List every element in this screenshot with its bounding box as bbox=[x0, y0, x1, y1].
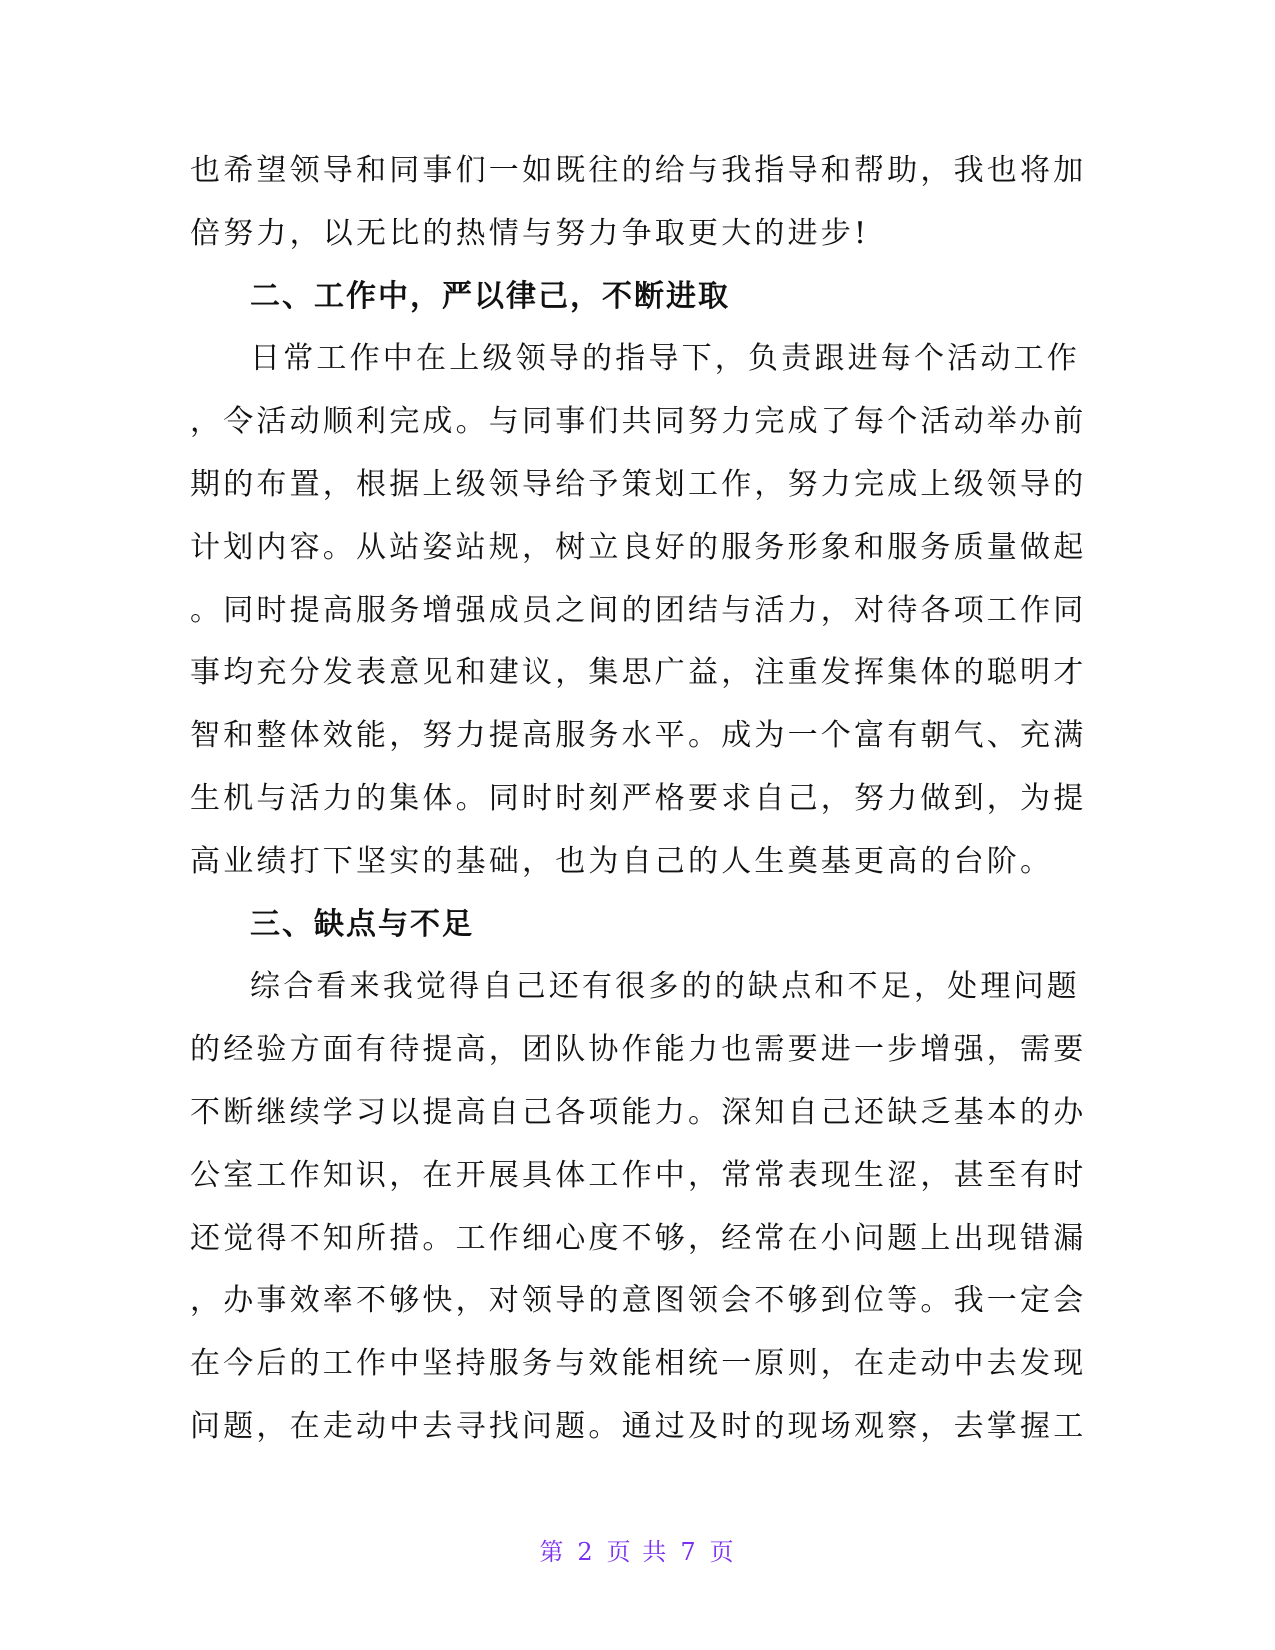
body-line: 的经验方面有待提高，团队协作能力也需要进一步增强，需要 bbox=[190, 1032, 1087, 1068]
body-line: 期的布置，根据上级领导给予策划工作，努力完成上级领导的 bbox=[190, 466, 1087, 502]
body-line: 生机与活力的集体。同时时刻严格要求自己，努力做到，为提 bbox=[190, 780, 1087, 816]
body-line: 在今后的工作中坚持服务与效能相统一原则，在走动中去发现 bbox=[190, 1346, 1087, 1382]
body-line: 计划内容。从站姿站规，树立良好的服务形象和服务质量做起 bbox=[190, 529, 1087, 565]
page-label-prefix: 第 bbox=[539, 1538, 566, 1566]
body-line: 问题，在走动中去寻找问题。通过及时的现场观察，去掌握工 bbox=[190, 1408, 1087, 1444]
paragraph-first-line: 综合看来我觉得自己还有很多的的缺点和不足，处理问题 bbox=[250, 969, 1080, 1005]
body-line: ，令活动顺利完成。与同事们共同努力完成了每个活动举办前 bbox=[190, 404, 1087, 440]
section-heading-2: 二、工作中，严以律己，不断进取 bbox=[250, 278, 730, 314]
body-line: 事均充分发表意见和建议，集思广益，注重发挥集体的聪明才 bbox=[190, 655, 1087, 691]
body-line: 还觉得不知所措。工作细心度不够，经常在小问题上出现错漏 bbox=[190, 1220, 1087, 1256]
page-label-mid: 页 共 bbox=[606, 1538, 669, 1566]
body-line: 也希望领导和同事们一如既往的给与我指导和帮助，我也将加 bbox=[190, 153, 1087, 188]
document-body bbox=[190, 140, 1090, 1459]
body-line: 智和整体效能，努力提高服务水平。成为一个富有朝气、充满 bbox=[190, 718, 1087, 754]
body-line: 高业绩打下坚实的基础，也为自己的人生奠基更高的台阶。 bbox=[190, 843, 1054, 879]
current-page-number: 2 bbox=[577, 1538, 595, 1566]
total-pages-number: 7 bbox=[680, 1538, 698, 1566]
page-footer bbox=[0, 1532, 1275, 1567]
paragraph-first-line: 日常工作中在上级领导的指导下，负责跟进每个活动工作 bbox=[250, 341, 1080, 377]
body-line: 倍努力，以无比的热情与努力争取更大的进步! bbox=[190, 215, 870, 251]
body-line: 。同时提高服务增强成员之间的团结与活力，对待各项工作同 bbox=[190, 592, 1087, 628]
section-heading-3: 三、缺点与不足 bbox=[250, 906, 474, 942]
page-label-suffix: 页 bbox=[709, 1538, 736, 1566]
body-line: ，办事效率不够快，对领导的意图领会不够到位等。我一定会 bbox=[190, 1283, 1087, 1319]
body-line: 公室工作知识，在开展具体工作中，常常表现生涩，甚至有时 bbox=[190, 1157, 1087, 1193]
body-line: 不断继续学习以提高自己各项能力。深知自己还缺乏基本的办 bbox=[190, 1094, 1087, 1130]
